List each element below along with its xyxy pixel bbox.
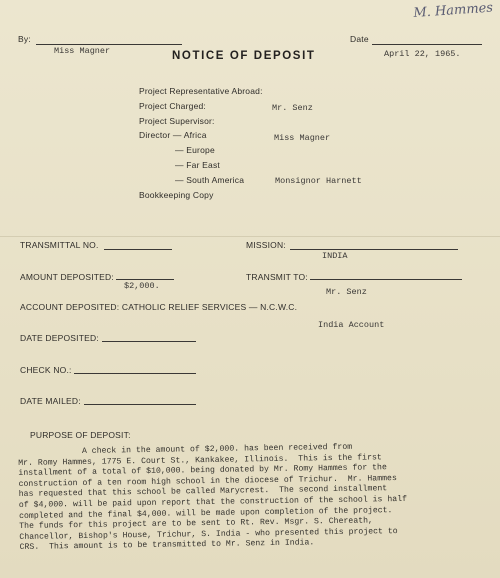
paper-fold (0, 236, 500, 237)
purpose-of-deposit-text: A check in the amount of $2,000. has been received from Mr. Romy Hammes, 1775 E. Court St., Kankakee, Illinois. This is the first installment of a total of $10,000. being donated by Mr. Romy Hammes for the construction of a ten room high school in the diocese of Trichur. Mr. Hammes has requested that this school be called Marycrest. The second installment of $4,000. will be paid upon report that the construction of the school is half completed and the final $4,000. will be made upon completion of the project. The funds for this project are to be sent to Rt. Rev. Msgr. S. Chereath, Chancellor, Bishop's House, Trichur, S. India - who presented this project to CRS. This amount is to be transmitted to Mr. Senz in India. (18, 442, 408, 553)
check-no-label: CHECK NO.: (20, 365, 72, 375)
amount-deposited-line (116, 279, 174, 280)
transmittal-no-label: TRANSMITTAL NO. (20, 240, 99, 250)
check-no-line (74, 373, 196, 374)
transmit-to-value: Mr. Senz (326, 287, 367, 297)
transmit-to-label: TRANSMIT TO: (246, 272, 308, 282)
date-line (372, 44, 482, 45)
account-deposited-label: ACCOUNT DEPOSITED: CATHOLIC RELIEF SERVICES — N.C.W.C. (20, 302, 298, 312)
date-label: Date (350, 34, 369, 44)
director-south-america-label: — South America (175, 175, 245, 185)
director-far-east-label: — Far East (175, 160, 220, 170)
transmit-to-line (310, 279, 462, 280)
account-deposited-value: India Account (318, 320, 385, 330)
date-value: April 22, 1965. (384, 49, 461, 59)
project-charged-label: Project Charged: (139, 101, 206, 111)
amount-deposited-value: $2,000. (124, 281, 160, 291)
date-mailed-label: DATE MAILED: (20, 396, 81, 406)
form-title: NOTICE OF DEPOSIT (172, 50, 316, 62)
director-africa-value: Miss Magner (274, 133, 331, 143)
by-line (36, 44, 182, 45)
mission-line (290, 249, 458, 250)
date-deposited-label: DATE DEPOSITED: (20, 333, 99, 343)
mission-label: MISSION: (246, 240, 286, 250)
project-charged-value: Mr. Senz (272, 103, 313, 113)
mission-value: INDIA (322, 251, 348, 261)
date-deposited-line (102, 341, 196, 342)
transmittal-no-line (104, 249, 172, 250)
project-supervisor-label: Project Supervisor: (139, 116, 215, 126)
by-value: Miss Magner (54, 46, 111, 56)
director-europe-label: — Europe (175, 145, 215, 155)
director-africa-label: Director — Africa (139, 130, 207, 140)
director-south-america-value: Monsignor Harnett (275, 176, 362, 186)
project-representative-label: Project Representative Abroad: (139, 86, 263, 96)
handwritten-note: M. Hammes (412, 0, 494, 22)
by-label: By: (18, 34, 31, 44)
purpose-of-deposit-label: PURPOSE OF DEPOSIT: (30, 430, 131, 440)
date-mailed-line (84, 404, 196, 405)
amount-deposited-label: AMOUNT DEPOSITED: (20, 272, 114, 282)
bookkeeping-copy-label: Bookkeeping Copy (139, 190, 214, 200)
